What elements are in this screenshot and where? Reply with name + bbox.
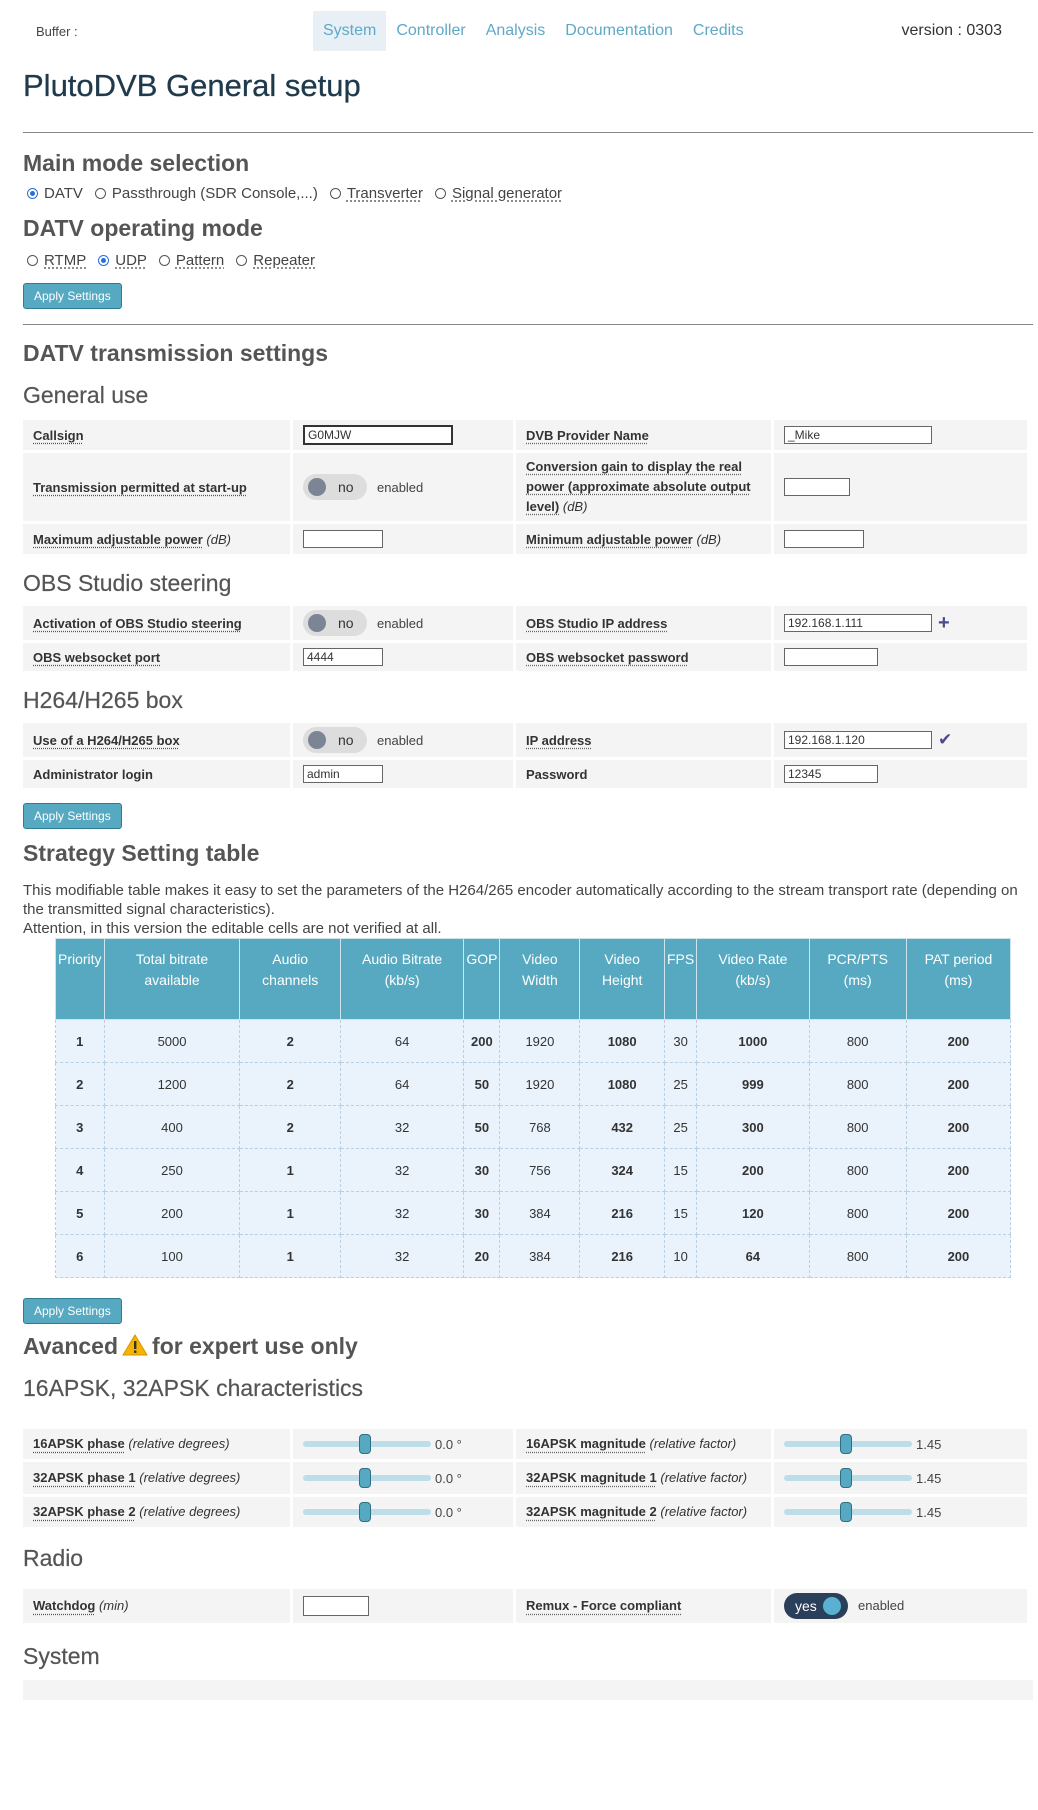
- m32b-cell: 1.45: [774, 1497, 1027, 1527]
- table-row: [56, 1106, 1011, 1149]
- h264-ip-cell: [774, 723, 1027, 757]
- strategy-cell[interactable]: 200: [697, 1149, 809, 1192]
- obs-title: OBS Studio steering: [23, 570, 232, 596]
- strategy-cell[interactable]: 1920: [500, 1063, 580, 1106]
- max-power-cell: [293, 524, 513, 554]
- provider-input[interactable]: _Mike: [784, 426, 932, 444]
- obs-port-input[interactable]: 4444: [303, 648, 383, 666]
- p32b-label: 32APSK phase 2 (relative degrees): [23, 1497, 290, 1527]
- p16-cell: 0.0 °: [293, 1429, 513, 1459]
- tx-permit-toggle[interactable]: no: [303, 474, 367, 500]
- slider-handle[interactable]: [359, 1468, 371, 1488]
- strategy-header-cell: Video Height: [580, 939, 665, 1020]
- strategy-cell[interactable]: 216: [580, 1235, 665, 1278]
- enabled-label: enabled: [377, 615, 424, 631]
- min-power-label: Minimum adjustable power (dB): [516, 524, 771, 554]
- radio-rtmp[interactable]: RTMP: [23, 252, 86, 269]
- h264-password-cell: [774, 760, 1027, 788]
- radio-circle[interactable]: [236, 255, 247, 266]
- h264-password-input[interactable]: 12345: [784, 765, 878, 783]
- strategy-cell[interactable]: 200: [906, 1149, 1010, 1192]
- strategy-cell[interactable]: 1: [240, 1235, 340, 1278]
- table-row: [56, 1235, 1011, 1278]
- provider-cell: [774, 420, 1027, 450]
- strategy-cell[interactable]: 324: [580, 1149, 665, 1192]
- min-power-input[interactable]: [784, 530, 864, 548]
- strategy-cell[interactable]: 2: [56, 1063, 105, 1106]
- apply-settings-button[interactable]: Apply Settings: [23, 803, 122, 829]
- datv-mode-title: DATV operating mode: [23, 215, 263, 241]
- watchdog-input[interactable]: [303, 1596, 369, 1616]
- strategy-cell[interactable]: 999: [697, 1063, 809, 1106]
- main-mode-title: Main mode selection: [23, 150, 250, 176]
- slider-handle[interactable]: [359, 1434, 371, 1454]
- callsign-cell: [293, 420, 513, 450]
- general-use-table: [20, 417, 1030, 557]
- p32b-cell: 0.0 °: [293, 1497, 513, 1527]
- strategy-cell[interactable]: 200: [906, 1063, 1010, 1106]
- apsk-table: [20, 1426, 1030, 1530]
- strategy-cell[interactable]: 800: [809, 1235, 906, 1278]
- p32a-slider[interactable]: [303, 1475, 431, 1481]
- toggle-knob: [308, 614, 326, 632]
- strategy-cell[interactable]: 768: [500, 1106, 580, 1149]
- p32a-cell: 0.0 °: [293, 1462, 513, 1494]
- main-mode-radios: [23, 185, 1033, 202]
- strategy-cell[interactable]: 1080: [580, 1020, 665, 1063]
- radio-circle[interactable]: [95, 188, 106, 199]
- h264-ip-label: IP address: [516, 723, 771, 757]
- strategy-cell[interactable]: 384: [500, 1235, 580, 1278]
- strategy-cell[interactable]: 200: [906, 1235, 1010, 1278]
- strategy-header-cell: FPS: [664, 939, 696, 1020]
- watchdog-cell: [293, 1589, 513, 1623]
- strategy-description: This modifiable table makes it easy to set the parameters of the H264/265 encoder automatically according to the stream transport rate (depending on the transmitted signal characteristics).: [23, 882, 1018, 918]
- nav-controller[interactable]: Controller: [396, 22, 466, 39]
- strategy-header-cell: Video Rate (kb/s): [697, 939, 809, 1020]
- enabled-label: enabled: [377, 479, 424, 495]
- advanced-title: Avanced for expert use only: [23, 1330, 1033, 1364]
- table-row: [56, 1192, 1011, 1235]
- strategy-cell[interactable]: 300: [697, 1106, 809, 1149]
- strategy-cell[interactable]: 100: [104, 1235, 240, 1278]
- h264-table: [20, 720, 1030, 791]
- strategy-cell[interactable]: 32: [340, 1149, 463, 1192]
- p16-slider[interactable]: [303, 1441, 431, 1447]
- table-row: [56, 1020, 1011, 1063]
- datv-mode-radios: [23, 252, 1033, 269]
- obs-ip-input[interactable]: 192.168.1.111: [784, 614, 932, 632]
- strategy-body: [56, 1020, 1011, 1278]
- strategy-cell[interactable]: 15: [664, 1149, 696, 1192]
- table-row: [56, 1063, 1011, 1106]
- radio-pattern[interactable]: Pattern: [155, 252, 224, 269]
- m16-slider[interactable]: [784, 1441, 912, 1447]
- strategy-cell[interactable]: 50: [464, 1106, 500, 1149]
- radio-passthrough[interactable]: Passthrough (SDR Console,...): [91, 185, 318, 202]
- obs-password-label: OBS websocket password: [516, 643, 771, 671]
- obs-password-input[interactable]: [784, 648, 878, 666]
- strategy-cell[interactable]: 64: [697, 1235, 809, 1278]
- system-title: System: [23, 1642, 100, 1669]
- radio-repeater[interactable]: Repeater: [232, 252, 315, 269]
- strategy-cell[interactable]: 400: [104, 1106, 240, 1149]
- strategy-cell[interactable]: 1920: [500, 1020, 580, 1063]
- min-power-cell: [774, 524, 1027, 554]
- strategy-cell[interactable]: 32: [340, 1192, 463, 1235]
- strategy-cell[interactable]: 20: [464, 1235, 500, 1278]
- m32a-slider[interactable]: [784, 1475, 912, 1481]
- strategy-cell[interactable]: 25: [664, 1063, 696, 1106]
- strategy-cell[interactable]: 50: [464, 1063, 500, 1106]
- obs-password-cell: [774, 643, 1027, 671]
- obs-activation-toggle[interactable]: no: [303, 610, 367, 636]
- m32a-label: 32APSK magnitude 1 (relative factor): [516, 1462, 771, 1494]
- strategy-cell[interactable]: 10: [664, 1235, 696, 1278]
- admin-login-input[interactable]: admin: [303, 765, 383, 783]
- m32b-label: 32APSK magnitude 2 (relative factor): [516, 1497, 771, 1527]
- obs-table: [20, 603, 1030, 674]
- callsign-label: Callsign: [23, 420, 290, 450]
- radio-circle[interactable]: [330, 188, 341, 199]
- obs-port-cell: [293, 643, 513, 671]
- remux-toggle[interactable]: yes: [784, 1593, 848, 1619]
- slider-handle[interactable]: [840, 1434, 852, 1454]
- p16-label: 16APSK phase (relative degrees): [23, 1429, 290, 1459]
- strategy-title: Strategy Setting table: [23, 840, 260, 866]
- obs-port-label: OBS websocket port: [23, 643, 290, 671]
- strategy-cell[interactable]: 2: [240, 1063, 340, 1106]
- divider: [23, 324, 1033, 325]
- strategy-cell[interactable]: 4: [56, 1149, 105, 1192]
- h264-use-cell: [293, 723, 513, 757]
- strategy-cell[interactable]: 800: [809, 1020, 906, 1063]
- strategy-cell[interactable]: 200: [906, 1106, 1010, 1149]
- toggle-knob: [823, 1597, 841, 1615]
- strategy-cell[interactable]: 1200: [104, 1063, 240, 1106]
- apply-settings-button[interactable]: Apply Settings: [23, 283, 122, 309]
- radio-circle[interactable]: [98, 255, 109, 266]
- strategy-cell[interactable]: 200: [104, 1192, 240, 1235]
- strategy-cell[interactable]: 250: [104, 1149, 240, 1192]
- strategy-header-cell: Video Width: [500, 939, 580, 1020]
- strategy-cell[interactable]: 800: [809, 1063, 906, 1106]
- m32a-cell: 1.45: [774, 1462, 1027, 1494]
- h264-use-label: Use of a H264/H265 box: [23, 723, 290, 757]
- nav-system[interactable]: System: [313, 11, 386, 51]
- enabled-label: enabled: [858, 1598, 905, 1614]
- strategy-cell[interactable]: 15: [664, 1192, 696, 1235]
- strategy-cell[interactable]: 30: [464, 1149, 500, 1192]
- obs-ip-label: OBS Studio IP address: [516, 606, 771, 640]
- strategy-cell[interactable]: 30: [664, 1020, 696, 1063]
- strategy-cell[interactable]: 384: [500, 1192, 580, 1235]
- strategy-cell[interactable]: 32: [340, 1235, 463, 1278]
- strategy-cell[interactable]: 432: [580, 1106, 665, 1149]
- remux-cell: [774, 1589, 1027, 1623]
- strategy-cell[interactable]: 1: [240, 1149, 340, 1192]
- p32b-slider[interactable]: [303, 1509, 431, 1515]
- tx-permit-cell: [293, 453, 513, 521]
- general-use-title: General use: [23, 382, 149, 408]
- radio-circle[interactable]: [159, 255, 170, 266]
- strategy-header-cell: Priority: [56, 939, 105, 1020]
- top-bar: [0, 0, 1038, 62]
- plus-icon[interactable]: +: [938, 611, 950, 634]
- conv-gain-label: Conversion gain to display the real power (approximate absolute output level) (dB): [516, 453, 771, 521]
- strategy-warning: Attention, in this version the editable cells are not verified at all.: [23, 920, 442, 937]
- table-row: [56, 1149, 1011, 1192]
- strategy-cell[interactable]: 64: [340, 1063, 463, 1106]
- provider-label: DVB Provider Name: [516, 420, 771, 450]
- admin-login-label: Administrator login: [23, 760, 290, 788]
- remux-label: Remux - Force compliant: [516, 1589, 771, 1623]
- nav-analysis[interactable]: Analysis: [485, 22, 546, 39]
- obs-ip-cell: [774, 606, 1027, 640]
- max-power-label: Maximum adjustable power (dB): [23, 524, 290, 554]
- strategy-cell[interactable]: 200: [906, 1020, 1010, 1063]
- apsk-title: 16APSK, 32APSK characteristics: [23, 1374, 364, 1401]
- radio-signal-generator[interactable]: Signal generator: [431, 185, 562, 202]
- m32b-slider[interactable]: [784, 1509, 912, 1515]
- toggle-knob: [308, 731, 326, 749]
- nav-documentation[interactable]: Documentation: [565, 22, 673, 39]
- strategy-cell[interactable]: 30: [464, 1192, 500, 1235]
- strategy-table: [55, 938, 1011, 1278]
- obs-activation-label: Activation of OBS Studio steering: [23, 606, 290, 640]
- h264-password-label: Password: [516, 760, 771, 788]
- strategy-header-cell: PCR/PTS (ms): [809, 939, 906, 1020]
- m16-label: 16APSK magnitude (relative factor): [516, 1429, 771, 1459]
- radio-circle[interactable]: [435, 188, 446, 199]
- radio-table: [20, 1586, 1030, 1626]
- slider-handle[interactable]: [359, 1502, 371, 1522]
- strategy-cell[interactable]: 5: [56, 1192, 105, 1235]
- slider-handle[interactable]: [840, 1502, 852, 1522]
- max-power-input[interactable]: [303, 530, 383, 548]
- page-title: PlutoDVB General setup: [23, 68, 361, 103]
- strategy-cell[interactable]: 800: [809, 1106, 906, 1149]
- radio-udp[interactable]: UDP: [94, 252, 147, 269]
- strategy-cell[interactable]: 6: [56, 1235, 105, 1278]
- strategy-cell[interactable]: 5000: [104, 1020, 240, 1063]
- strategy-cell[interactable]: 1080: [580, 1063, 665, 1106]
- strategy-header-cell: Audio Bitrate (kb/s): [340, 939, 463, 1020]
- system-table-top: [23, 1680, 1033, 1700]
- enabled-label: enabled: [377, 732, 424, 748]
- callsign-input[interactable]: G0MJW: [303, 425, 453, 445]
- watchdog-label: Watchdog (min): [23, 1589, 290, 1623]
- radio-datv[interactable]: DATV: [23, 185, 83, 202]
- strategy-header-cell: Audio channels: [240, 939, 340, 1020]
- strategy-cell[interactable]: 756: [500, 1149, 580, 1192]
- divider: [23, 132, 1033, 133]
- strategy-header-cell: PAT period (ms): [906, 939, 1010, 1020]
- strategy-cell[interactable]: 800: [809, 1149, 906, 1192]
- h264-ip-input[interactable]: 192.168.1.120: [784, 731, 932, 749]
- obs-activation-cell: [293, 606, 513, 640]
- toggle-knob: [308, 478, 326, 496]
- h264-title: H264/H265 box: [23, 687, 183, 713]
- strategy-header-cell: Total bitrate available: [104, 939, 240, 1020]
- radio-transverter[interactable]: Transverter: [326, 185, 423, 202]
- tx-permit-label: Transmission permitted at start-up: [23, 453, 290, 521]
- strategy-cell[interactable]: 1: [56, 1020, 105, 1063]
- main-nav: [313, 11, 754, 51]
- check-icon: ✔: [938, 730, 953, 749]
- slider-handle[interactable]: [840, 1468, 852, 1488]
- strategy-cell[interactable]: 1000: [697, 1020, 809, 1063]
- transmission-title: DATV transmission settings: [23, 340, 329, 366]
- warning-icon: [122, 1332, 148, 1364]
- strategy-cell[interactable]: 1: [240, 1192, 340, 1235]
- strategy-header-row: [56, 939, 1011, 1020]
- strategy-cell[interactable]: 2: [240, 1106, 340, 1149]
- nav-credits[interactable]: Credits: [692, 22, 744, 39]
- strategy-cell[interactable]: 2: [240, 1020, 340, 1063]
- strategy-header-cell: GOP: [464, 939, 500, 1020]
- conv-gain-input[interactable]: [784, 478, 850, 496]
- radio-circle[interactable]: [27, 255, 38, 266]
- apply-settings-button[interactable]: Apply Settings: [23, 1298, 122, 1324]
- strategy-cell[interactable]: 200: [906, 1192, 1010, 1235]
- h264-use-toggle[interactable]: no: [303, 727, 367, 753]
- admin-login-cell: [293, 760, 513, 788]
- strategy-cell[interactable]: 216: [580, 1192, 665, 1235]
- strategy-cell[interactable]: 3: [56, 1106, 105, 1149]
- strategy-cell[interactable]: 800: [809, 1192, 906, 1235]
- strategy-cell[interactable]: 32: [340, 1106, 463, 1149]
- m16-cell: 1.45: [774, 1429, 1027, 1459]
- strategy-cell[interactable]: 64: [340, 1020, 463, 1063]
- conv-gain-cell: [774, 453, 1027, 521]
- p32a-label: 32APSK phase 1 (relative degrees): [23, 1462, 290, 1494]
- buffer-label: Buffer :: [36, 24, 78, 39]
- strategy-cell[interactable]: 120: [697, 1192, 809, 1235]
- radio-title: Radio: [23, 1544, 84, 1571]
- strategy-cell[interactable]: 25: [664, 1106, 696, 1149]
- main-content: [23, 62, 1033, 1700]
- strategy-cell[interactable]: 200: [464, 1020, 500, 1063]
- radio-circle[interactable]: [27, 188, 38, 199]
- version-label: version : 0303: [901, 22, 1002, 39]
